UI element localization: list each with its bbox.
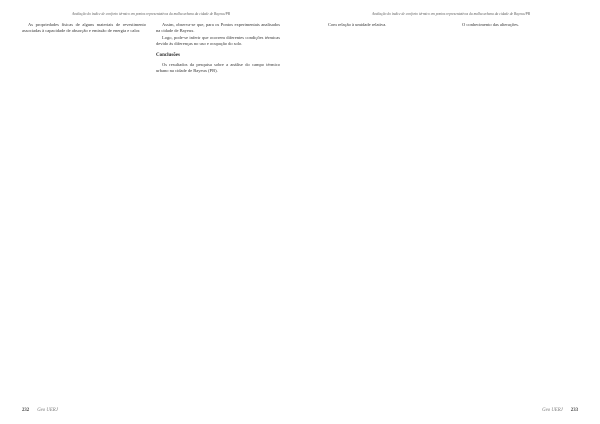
text-column-1 — [22, 22, 146, 406]
paragraph: As propriedades físicas de alguns materiais de revestimento associadas à capacidade de absorção e emissão de energia e calor. — [22, 22, 146, 33]
section-title-conclusoes: Conclusões — [156, 53, 180, 58]
text-column-4 — [456, 22, 580, 406]
folio-right — [542, 408, 578, 414]
paragraph: Logo, pode-se inferir que ocorrem diferentes condições térmicas devido às diferenças no uso e ocupação do solo. — [156, 35, 280, 46]
text-column-3 — [322, 22, 446, 406]
page-number: 233 — [570, 408, 578, 413]
page-number: 232 — [22, 408, 30, 413]
paragraph: Com relação à umidade relativa. — [328, 22, 387, 27]
paragraph: Os resultados da pesquisa sobre a análise do campo térmico urbano na cidade de Bayeux (PB). — [156, 62, 280, 73]
text-column-2 — [156, 22, 280, 406]
running-head-left: Avaliação do índice de conforto térmico em pontos representativos da malha urbana da cidade de Bayeux/PB — [72, 12, 230, 16]
paragraph: O conhecimento das alterações. — [462, 22, 519, 27]
running-head-right: Avaliação do índice de conforto térmico em pontos representativos da malha urbana da cidade de Bayeux/PB — [372, 12, 530, 16]
issue-label: Geo UERJ — [37, 408, 58, 413]
paragraph: Assim, observa-se que, para os Pontos experimentais analisados na cidade de Bayeux. — [156, 22, 280, 33]
folio-left — [22, 408, 58, 414]
issue-label: Geo UERJ — [542, 408, 563, 413]
right-page — [300, 0, 600, 424]
